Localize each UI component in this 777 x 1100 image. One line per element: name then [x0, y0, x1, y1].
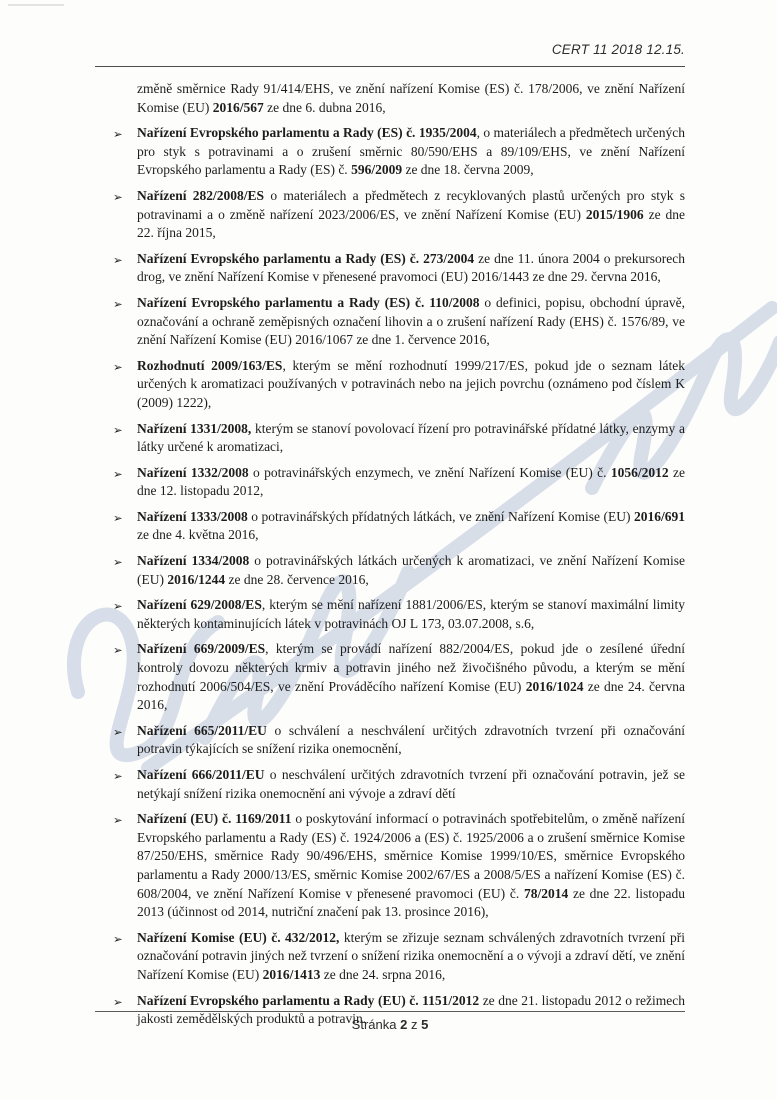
arrow-bullet-icon: ➢: [113, 422, 123, 437]
list-item: [112, 250, 685, 287]
arrow-bullet-icon: ➢: [113, 599, 123, 614]
list-item: [112, 810, 685, 922]
arrow-bullet-icon: ➢: [113, 643, 123, 658]
list-item: [112, 357, 685, 413]
arrow-bullet-icon: ➢: [113, 555, 123, 570]
list-item-text: Nařízení 1334/2008 o potravinářských látkách určených k aromatizaci, ve znění Nařízení Komise (EU) 2016/1244 ze dne 28. července 2016,: [137, 553, 685, 587]
arrow-bullet-icon: ➢: [113, 931, 123, 946]
regulation-list: [112, 124, 685, 1029]
list-item: [112, 420, 685, 457]
arrow-bullet-icon: ➢: [113, 813, 123, 828]
list-item-text: Nařízení Evropského parlamentu a Rady (EU) č. 1151/2012 ze dne 21. listopadu 2012 o režimech jakosti zemědělských produktů a potravin.: [137, 992, 685, 1027]
header-divider: [95, 66, 685, 67]
arrow-bullet-icon: ➢: [113, 769, 123, 783]
arrow-bullet-icon: ➢: [113, 466, 123, 481]
arrow-bullet-icon: ➢: [113, 189, 123, 204]
list-item: [112, 552, 685, 589]
list-item-text: Nařízení 629/2008/ES, kterým se mění nařízení 1881/2006/ES, kterým se stanoví maximální limity některých kontaminujících látek v potravinách OJ L 173, 03.07.2008, s.6,: [137, 597, 685, 631]
list-item: [112, 722, 685, 759]
list-item-text: Nařízení 1332/2008 o potravinářských enzymech, ve znění Nařízení Komise (EU) č. 1056/2012 ze dne 12. listopadu 2012,: [137, 464, 685, 499]
list-item: [112, 929, 685, 985]
page-number: [95, 1017, 685, 1032]
page-number-total: 5: [421, 1017, 429, 1032]
document-reference: CERT 11 2018 12.15.: [551, 42, 685, 57]
arrow-bullet-icon: ➢: [113, 724, 123, 739]
arrow-bullet-icon: ➢: [113, 296, 123, 311]
list-item: [112, 508, 685, 545]
list-item-text: Nařízení Evropského parlamentu a Rady (ES) č. 110/2008 o definici, popisu, obchodní úpravě, označování a ochraně zeměpisných označení lihovin a o zrušení nařízení Rady (EHS) č. 1576/89, ve znění Nařízení Komise (EU) 2016/1067 ze dne 1. července 2016,: [137, 294, 685, 348]
list-item-text: Nařízení Komise (EU) č. 432/2012, kterým se zřizuje seznam schválených zdravotních tvrzení při označování potravin jiných než tvrzení o snížení rizika onemocnění a o vývoji a zdraví dětí, ve znění Nařízení Komise (EU) 2016/1413 ze dne 24. srpna 2016,: [137, 929, 685, 982]
list-item: [112, 640, 685, 714]
intro-paragraph-text: změně směrnice Rady 91/414/EHS, ve znění nařízení Komise (ES) č. 178/2006, ve znění Nařízení Komise (EU) 2016/567 ze dne 6. dubna 2016,: [137, 81, 685, 115]
list-item-text: Nařízení 669/2009/ES, kterým se provádí nařízení 882/2004/ES, pokud jde o zesílené úřední kontroly dovozu některých krmiv a potravin jiného než živočišného původu, a kterým se mění rozhodnutí 2006/504/ES, ve znění Prováděcího nařízení Komise (EU) 2016/1024 ze dne 24. června 2016,: [137, 641, 686, 713]
list-item-text: Nařízení 282/2008/ES o materiálech a předmětech z recyklovaných plastů určených pro styk s potravinami a o změně nařízení 2023/2006/ES, ve znění Nařízení Komise (EU) 2015/1906 ze dne 22. října 2015,: [137, 187, 686, 241]
list-item: [112, 766, 685, 803]
list-item-text: Nařízení 666/2011/EU o neschválení určitých zdravotních tvrzení při označování potravin, jež se netýkají snížení rizika onemocnění ani vývoje a zdraví dětí: [137, 767, 686, 801]
list-item: [112, 294, 685, 350]
arrow-bullet-icon: ➢: [113, 510, 123, 525]
list-item: [112, 464, 685, 501]
list-item-text: Nařízení 665/2011/EU o schválení a neschválení určitých zdravotních tvrzení při označování potravin týkajících se snížení rizika onemocnění,: [137, 722, 685, 757]
list-item: [112, 124, 685, 180]
list-item-text: Nařízení 1331/2008, kterým se stanoví povolovací řízení pro potravinářské přídatné látky, enzymy a látky určené k aromatizaci,: [137, 420, 685, 455]
page-number-of: z: [410, 1017, 418, 1032]
main-text: [112, 80, 685, 1029]
page-number-prefix: Stránka: [351, 1017, 397, 1032]
arrow-bullet-icon: ➢: [113, 252, 123, 267]
list-item-text: Nařízení 1333/2008 o potravinářských přídatných látkách, ve znění Nařízení Komise (EU) 2016/691 ze dne 4. května 2016,: [137, 508, 685, 543]
page-footer: [95, 1011, 685, 1032]
list-item-text: Nařízení (EU) č. 1169/2011 o poskytování informací o potravinách spotřebitelům, o změně nařízení Evropského parlamentu a Rady (ES) č. 1924/2006 a (ES) č. 1925/2006 a o zrušení směrnice Komise 87/250/EHS, směrnice Rady 90/496/EHS, směrnice Komise 1999/10/ES, směrnice Evropského parlamentu a Rady 2000/13/ES, směrnic Komise 2002/67/ES a 2008/5/ES a nařízení Komise (ES) č. 608/2004, ve znění Nařízení Komise v přenesené pravomoci (EU) č. 78/2014 ze dne 22. listopadu 2013 (účinnost od 2014, nutriční značení pak 13. prosince 2016),: [137, 811, 685, 920]
list-item-text: Nařízení Evropského parlamentu a Rady (ES) č. 273/2004 ze dne 11. února 2004 o prekursorech drog, ve znění Nařízení Komise v přenesené pravomoci (EU) 2016/1443 ze dne 29. června 2016,: [137, 250, 685, 285]
list-item-text: Rozhodnutí 2009/163/ES, kterým se mění rozhodnutí 1999/217/ES, pokud jde o seznam látek určených k aromatizaci používaných v potravinách nebo na jejich povrchu (oznámeno pod číslem K (2009) 1222),: [137, 357, 685, 410]
list-item-text: Nařízení Evropského parlamentu a Rady (ES) č. 1935/2004, o materiálech a předmětech určených pro styk s potravinami a o zrušení směrnic 80/590/EHS a 89/109/EHS, ve znění Nařízení Evropského parlamentu a Rady (ES) č. 596/2009 ze dne 18. června 2009,: [137, 125, 686, 178]
list-item: [112, 187, 685, 243]
arrow-bullet-icon: ➢: [113, 994, 123, 1009]
arrow-bullet-icon: ➢: [113, 127, 123, 142]
arrow-bullet-icon: ➢: [113, 359, 123, 374]
page-number-current: 2: [400, 1017, 408, 1032]
list-item: [112, 596, 685, 633]
intro-paragraph: [137, 80, 685, 117]
footer-divider: [95, 1011, 685, 1012]
